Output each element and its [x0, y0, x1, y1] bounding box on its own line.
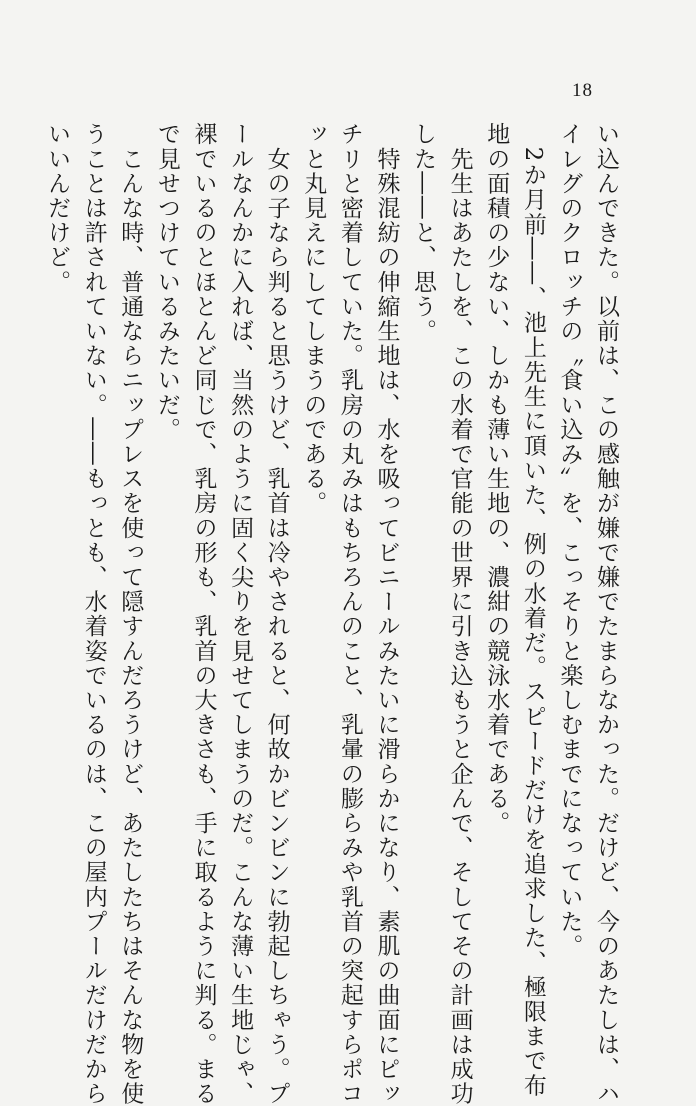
- text-line: チリと密着していた。乳房の丸みはもちろんのこと、乳暈の膨らみや乳首の突起すらポコ: [336, 122, 363, 1106]
- text-line: ールなんかに入れば、当然のように固く尖りを見せてしまうのだ。こんな薄い生地じゃ、: [227, 122, 254, 1106]
- text-line: 地の面積の少ない、しかも薄い生地の、濃紺の競泳水着である。: [483, 122, 510, 836]
- text-line: で見せつけているみたいだ。: [153, 122, 180, 442]
- text-line: 先生はあたしを、この水着で官能の世界に引き込もうと企んで、そしてその計画は成功: [446, 122, 473, 1106]
- vertical-text-body: [4, 122, 624, 1106]
- text-line: いいんだけど。: [44, 122, 71, 295]
- text-line: した――と、思う。: [410, 122, 437, 344]
- text-line: うことは許されていない。――もっとも、水着姿でいるのは、この屋内プールだけだから: [80, 122, 107, 1106]
- text-line: こんな時、普通ならニップレスを使って隠すんだろうけど、あたしたちはそんな物を使: [117, 122, 144, 1106]
- text-line: 特殊混紡の伸縮生地は、水を吸ってビニールみたいに滑らかになり、素肌の曲面にピッ: [373, 122, 400, 1106]
- text-line: ッと丸見えにしてしまうのである。: [300, 122, 327, 516]
- page-number: 18: [572, 80, 593, 101]
- text-line: 2か月前――、池上先生に頂いた、例の水着だ。スピードだけを追求した、極限まで布: [519, 122, 546, 1098]
- text-line: 裸でいるのとほとんど同じで、乳房の形も、乳首の大きさも、手に取るように判る。まる: [190, 122, 217, 1106]
- text-line: 女の子なら判ると思うけど、乳首は冷やされると、何故かビンビンに勃起しちゃう。プ: [263, 122, 290, 1106]
- text-line: い込んできた。以前は、この感触が嫌で嫌でたまらなかった。だけど、今のあたしは、ハ: [593, 122, 619, 1106]
- text-line: イレグのクロッチの〝食い込み〟を、こっそりと楽しむまでになっていた。: [556, 122, 583, 959]
